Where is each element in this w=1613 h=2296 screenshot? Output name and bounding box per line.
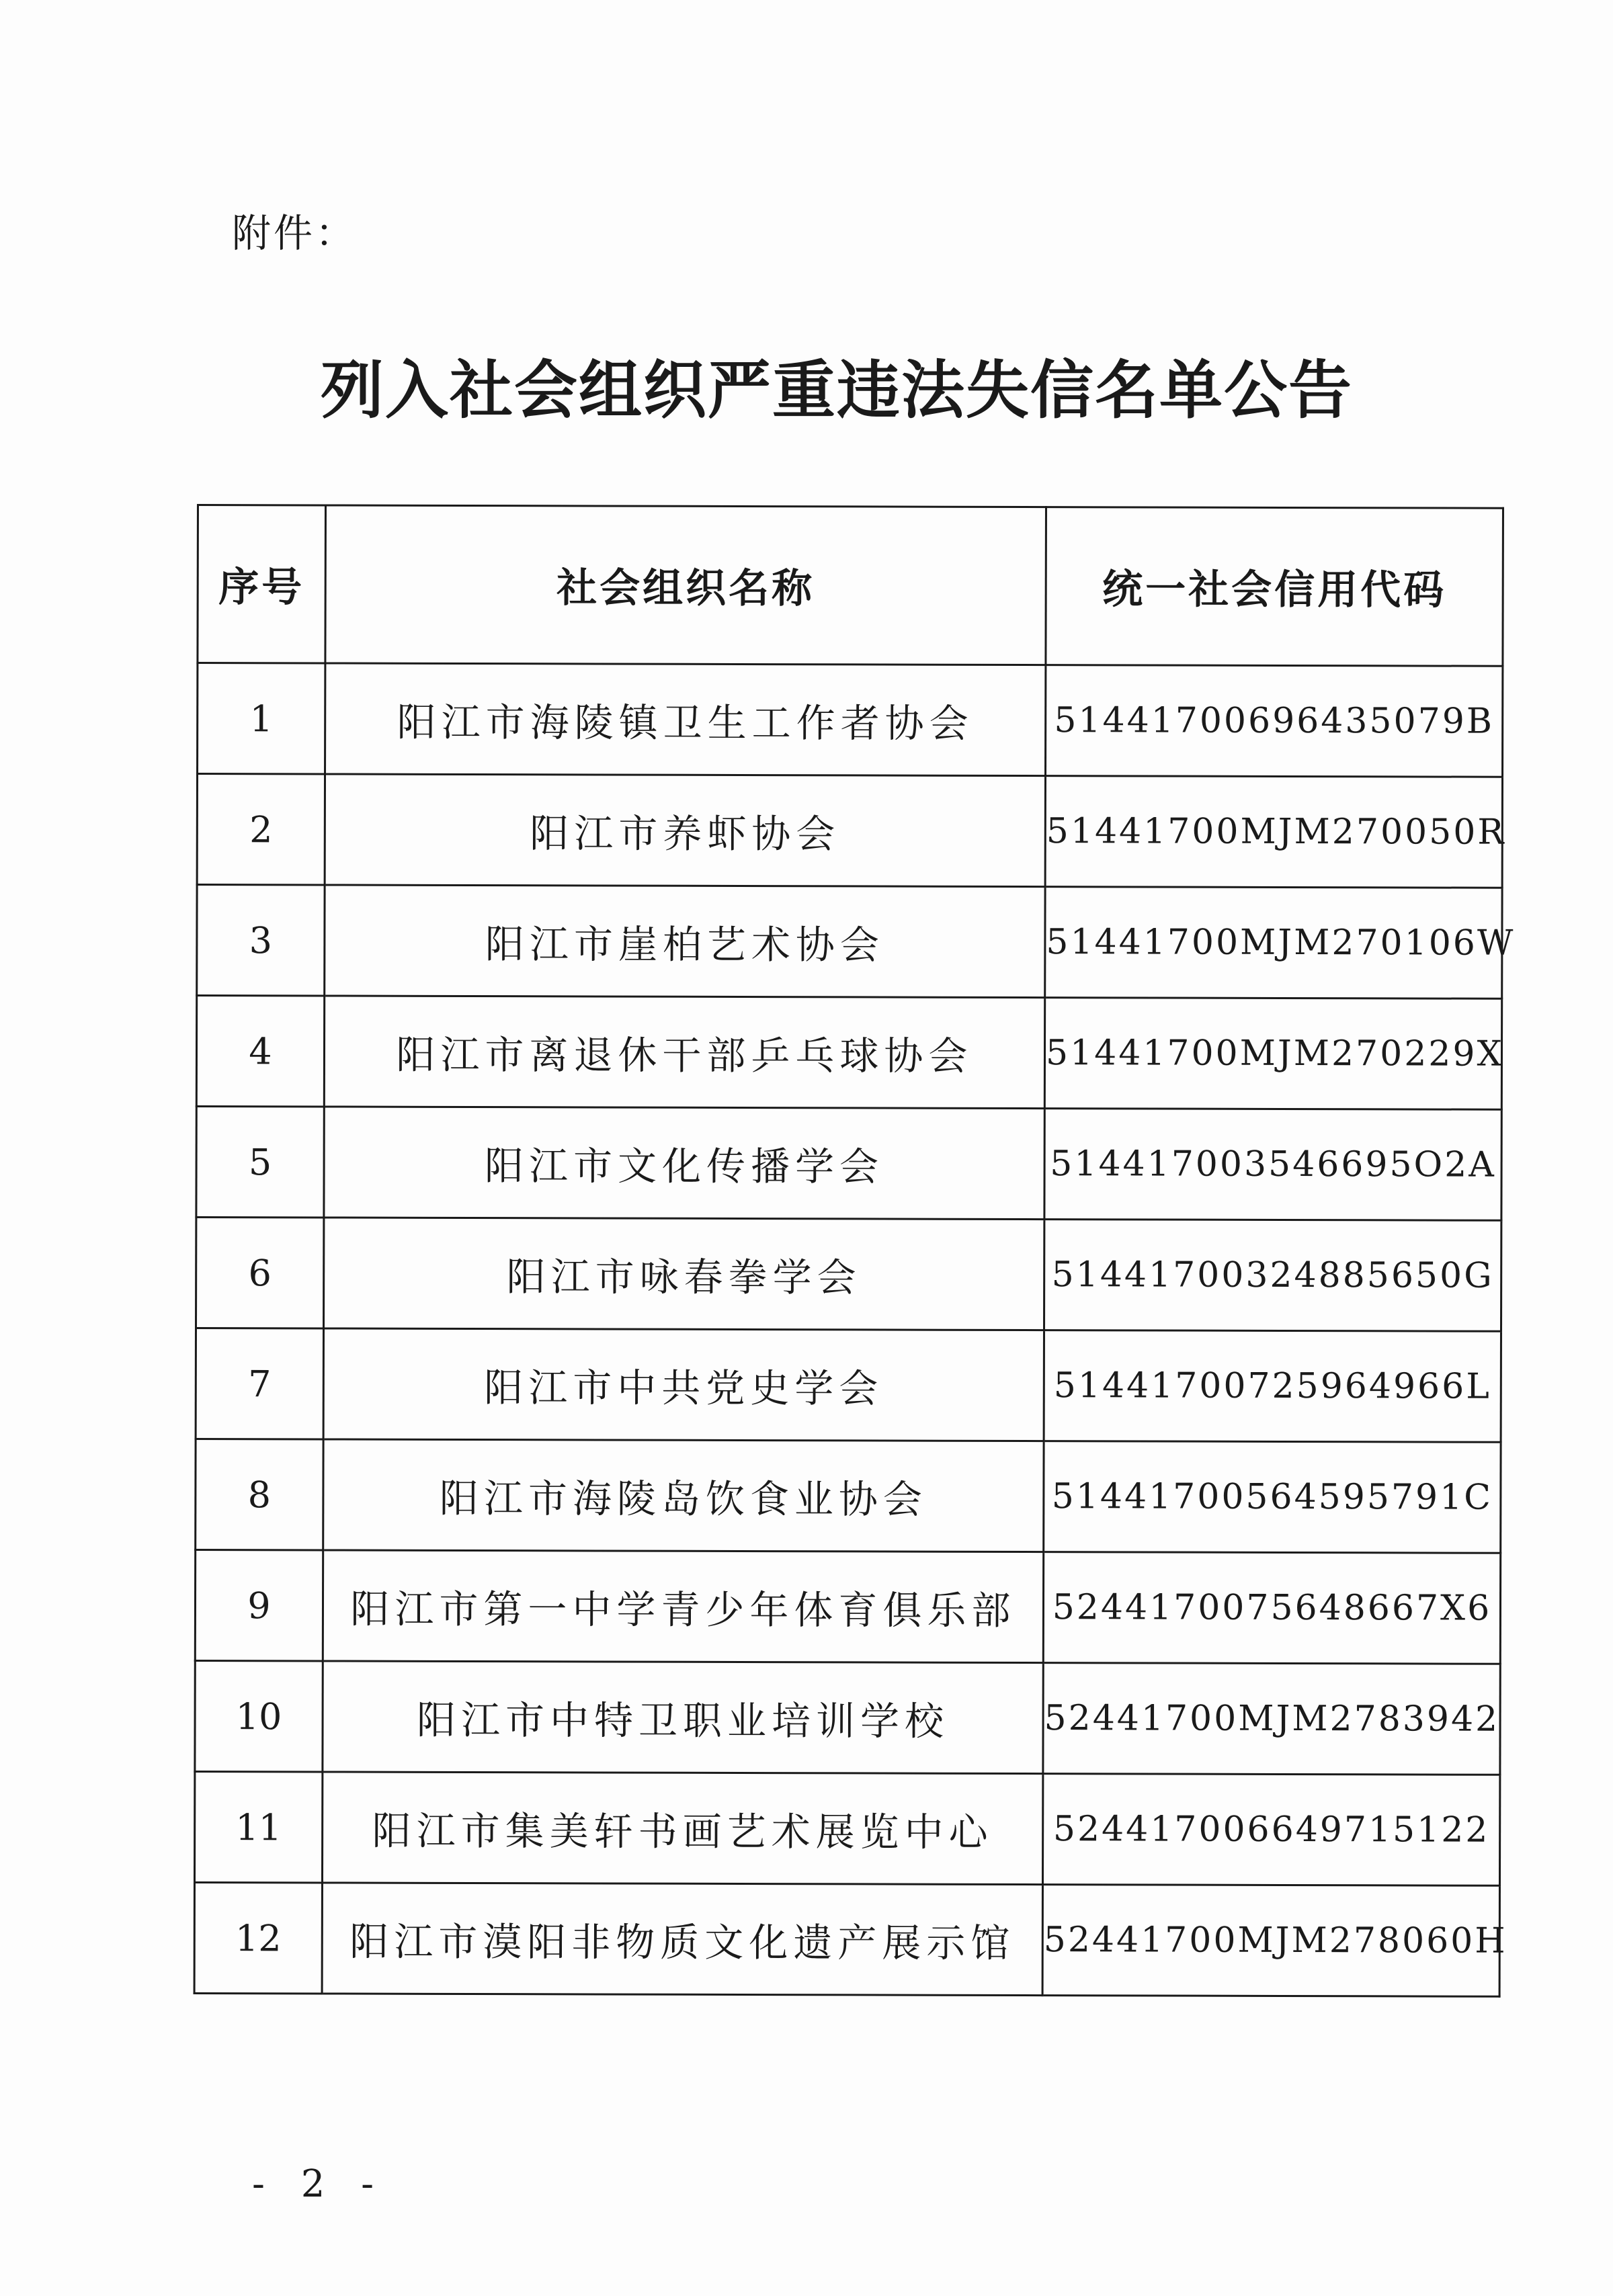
- row-org-name: 阳江市崖柏艺术协会: [325, 885, 1045, 998]
- row-index: 2: [197, 774, 325, 885]
- table-row: [195, 1549, 1500, 1664]
- row-credit-code: 51441700MJM270229X: [1044, 998, 1501, 1110]
- row-index: 6: [196, 1218, 324, 1328]
- row-credit-code: 51441700MJM270106W: [1045, 887, 1502, 999]
- table-row: [194, 1771, 1499, 1885]
- row-org-name: 阳江市海陵镇卫生工作者协会: [325, 663, 1046, 776]
- table-row: [198, 663, 1503, 777]
- table-row: [196, 1218, 1501, 1332]
- row-credit-code: 52441700MJM2783942: [1043, 1663, 1500, 1775]
- table-row: [196, 996, 1501, 1110]
- page-number: - 2 -: [252, 2162, 386, 2206]
- row-credit-code: 52441700MJM278060H: [1042, 1885, 1499, 1997]
- row-credit-code: 524417006649715122: [1042, 1774, 1499, 1886]
- row-org-name: 阳江市咏春拳学会: [324, 1218, 1044, 1330]
- row-org-name: 阳江市养虾协会: [325, 774, 1045, 887]
- row-credit-code: 51441700564595791C: [1044, 1441, 1501, 1554]
- row-index: 10: [195, 1660, 323, 1771]
- row-org-name: 阳江市第一中学青少年体育俱乐部: [323, 1550, 1043, 1663]
- row-credit-code: 51441700324885650G: [1044, 1220, 1501, 1332]
- table-row: [196, 1107, 1501, 1221]
- row-credit-code: 51441700MJM270050R: [1045, 776, 1502, 888]
- row-org-name: 阳江市中共党史学会: [323, 1328, 1044, 1441]
- row-credit-code: 514417003546695O2A: [1044, 1109, 1501, 1221]
- header-credit-code: 统一社会信用代码: [1046, 507, 1503, 667]
- row-credit-code: 51441700696435079B: [1046, 665, 1503, 777]
- row-index: 8: [196, 1439, 323, 1549]
- row-index: 4: [196, 996, 324, 1107]
- header-org-name: 社会组织名称: [325, 505, 1046, 665]
- table-row: [197, 885, 1502, 999]
- table-row: [194, 1882, 1499, 1996]
- row-credit-code: 52441700756486​67X6: [1043, 1552, 1500, 1664]
- page-title: 列入社会组织严重违法失信名单公告: [320, 354, 1353, 427]
- row-org-name: 阳江市海陵岛饮食业协会: [323, 1439, 1044, 1552]
- row-index: 3: [197, 885, 325, 996]
- blacklist-table: [194, 504, 1516, 1998]
- row-credit-code: 51441700725964966L: [1044, 1330, 1501, 1443]
- row-org-name: 阳江市集美轩书画艺术展览中心: [322, 1772, 1042, 1885]
- table-row: [196, 1328, 1501, 1443]
- header-index: 序号: [198, 505, 326, 663]
- row-index: 9: [195, 1549, 323, 1660]
- row-org-name: 阳江市漠阳非物质文化遗产展示馆: [322, 1883, 1042, 1996]
- row-org-name: 阳江市离退休干部乒乓球协会: [324, 996, 1044, 1109]
- row-index: 5: [196, 1107, 324, 1218]
- row-index: 11: [194, 1771, 322, 1882]
- row-org-name: 阳江市中特卫职业培训学校: [323, 1661, 1043, 1774]
- row-index: 12: [194, 1882, 322, 1993]
- attachment-label: 附件：: [232, 210, 358, 256]
- row-org-name: 阳江市文化传播学会: [324, 1107, 1044, 1220]
- table-header-row: [198, 505, 1503, 667]
- row-index: 7: [196, 1328, 323, 1439]
- table-row: [197, 774, 1502, 888]
- table-row: [195, 1660, 1500, 1775]
- table-row: [196, 1439, 1501, 1553]
- row-index: 1: [198, 663, 325, 774]
